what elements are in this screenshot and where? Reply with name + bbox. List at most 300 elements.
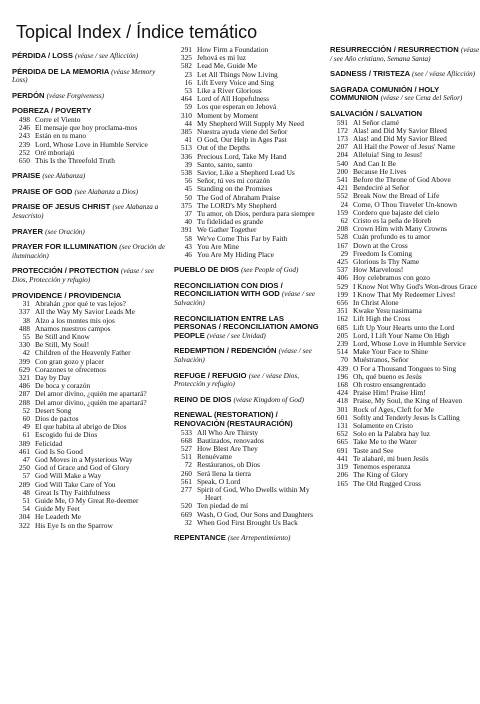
hymn-number: 418 <box>336 396 348 406</box>
hymn-number: 691 <box>336 445 348 455</box>
hymn-title: Freedom Is Coming <box>353 248 413 258</box>
topic-heading-text: RECONCILIATION CON DIOS / RECONCILIATION WITH GOD <box>174 280 283 299</box>
hymn-title: God Will Make a Way <box>35 471 102 481</box>
hymn-title: Te alabaré, mi buen Jesús <box>353 453 429 463</box>
hymn-number: 39 <box>184 159 192 169</box>
hymn-number: 336 <box>180 151 192 161</box>
hymn-number: 439 <box>336 363 348 373</box>
hymn-number: 208 <box>336 224 348 234</box>
topic-heading-text: RECONCILIATION ENTRE LAS PERSONAS / RECONCILIATION AMONG PEOPLE <box>174 313 319 340</box>
topic-heading-text: PÉRDIDA DE LA MEMORIA <box>12 66 110 76</box>
topic-cross-reference: (véase Memory Loss) <box>12 67 156 85</box>
hymn-number: 656 <box>336 298 348 308</box>
hymn-title: Ten piedad de mí <box>197 501 248 511</box>
hymn-title: Jehová es mi luz <box>197 53 247 63</box>
hymn-number: 29 <box>340 248 348 258</box>
hymn-number: 42 <box>22 348 30 358</box>
topic-heading-text: PRAISE OF JESUS CHRIST <box>12 202 111 212</box>
topic-heading <box>174 534 324 543</box>
hymn-number: 591 <box>336 117 348 127</box>
topic-heading-text: REPENTANCE <box>174 533 226 543</box>
topic-heading <box>174 266 324 275</box>
hymn-number: 50 <box>184 192 192 202</box>
topic-heading-text: PROVIDENCE / PROVIDENCIA <box>12 290 122 300</box>
hymn-number: 196 <box>336 371 348 381</box>
hymn-title: Al Señor clamé <box>353 117 399 127</box>
topic-heading-text: PUEBLO DE DIOS <box>174 265 239 275</box>
topic-heading <box>12 243 168 260</box>
hymn-number: 304 <box>18 512 30 522</box>
hymn-number: 199 <box>336 289 348 299</box>
hymn-title: Down at the Cross <box>353 240 408 250</box>
hymn-number: 652 <box>336 429 348 439</box>
hymn-title: Bendeciré al Señor <box>353 183 410 193</box>
topic-cross-reference: (véase / see Salvación) <box>174 347 312 365</box>
hymn-number: 668 <box>180 435 192 445</box>
hymn-title: Renuévame <box>197 452 232 462</box>
hymn-number: 513 <box>180 143 192 153</box>
hymn-number: 461 <box>18 446 30 456</box>
hymn-title: The Old Rugged Cross <box>353 478 421 488</box>
hymn-number: 159 <box>336 207 348 217</box>
hymn-number: 168 <box>336 380 348 390</box>
hymn-title: You Are My Hiding Place <box>197 250 274 260</box>
topic-cross-reference: (véase / see Aflicción) <box>75 52 139 60</box>
hymn-title: Del amor divino, ¿quién me apartará? <box>35 389 147 399</box>
hymn-title: Alas! and Did My Savior Bleed <box>353 133 447 143</box>
topic-heading-text: RENEWAL (RESTORATION) / RENOVACIÓN (RESTAURACIÓN) <box>174 410 293 428</box>
hymn-title: Moment by Moment <box>197 110 259 120</box>
hymn-number: 239 <box>18 139 30 149</box>
topic-cross-reference: (see / véase Dios, Protección y refugio) <box>174 371 299 389</box>
hymn-title: Crown Him with Many Crowns <box>353 224 448 234</box>
hymn-title: Dios de pactos <box>35 413 79 423</box>
hymn-number: 538 <box>180 168 192 178</box>
hymn-number: 375 <box>180 200 192 210</box>
hymn-number: 165 <box>336 478 348 488</box>
hymn-number: 260 <box>180 468 192 478</box>
hymn-number: 425 <box>336 257 348 267</box>
hymn-title: Corre el Viento <box>35 114 81 124</box>
topic-heading <box>174 372 324 389</box>
hymn-number: 243 <box>18 131 30 141</box>
hymn-number: 351 <box>336 306 348 316</box>
hymn-title: Savior, Like a Shepherd Lead Us <box>197 168 295 178</box>
hymn-number: 46 <box>184 250 192 260</box>
hymn-title: Before the Throne of God Above <box>353 174 451 184</box>
hymn-number: 206 <box>336 470 348 480</box>
hymn-number: 58 <box>184 233 192 243</box>
hymn-title: Están en tu mano <box>35 131 87 141</box>
hymn-number: 520 <box>180 501 192 511</box>
hymn-title: How Firm a Foundation <box>197 45 269 54</box>
topic-cross-reference: (véase / see Cena del Señor) <box>380 94 463 103</box>
hymn-title: All Hail the Power of Jesus' Name <box>353 142 455 152</box>
hymn-number: 289 <box>18 479 30 489</box>
hymn-number: 31 <box>22 299 30 309</box>
hymn-title: Desert Song <box>35 405 72 415</box>
index-entry <box>12 522 168 530</box>
hymn-number: 49 <box>22 422 30 432</box>
hymn-number: 310 <box>180 110 192 120</box>
hymn-title: Del amor divino, ¿quién me apartará? <box>35 397 147 407</box>
hymn-number: 43 <box>184 241 192 251</box>
hymn-title: Alzo a los montes mis ojos <box>35 315 115 325</box>
hymn-title: Solo en la Palabra hay luz <box>353 429 430 439</box>
topic-heading <box>12 228 168 237</box>
hymn-title: The LORD's My Shepherd <box>197 200 277 210</box>
hymn-number: 389 <box>18 438 30 448</box>
hymn-number: 48 <box>22 487 30 497</box>
topic-cross-reference: (véase / see Unidad) <box>206 331 266 340</box>
hymn-number: 601 <box>336 412 348 422</box>
hymn-title: El mensaje que hoy proclama-mos <box>35 123 138 133</box>
hymn-number: 52 <box>22 405 30 415</box>
hymn-number: 406 <box>336 273 348 283</box>
hymn-number: 252 <box>18 147 30 157</box>
topic-cross-reference: (see Alabanza) <box>42 172 86 181</box>
topic-cross-reference: (véase Kingdom of God) <box>233 395 304 404</box>
hymn-title: God Moves in a Mysterious Way <box>35 454 133 464</box>
topic-heading-text: REINO DE DIOS <box>174 394 232 404</box>
hymn-number: 685 <box>336 322 348 332</box>
index-entry <box>330 480 480 488</box>
hymn-number: 486 <box>18 381 30 391</box>
hymn-number: 47 <box>22 454 30 464</box>
hymn-number: 54 <box>22 504 30 514</box>
topic-cross-reference: (véase Forgiveness) <box>46 91 105 100</box>
topic-heading-text: PRAYER <box>12 226 43 236</box>
hymn-title: You Are Mine <box>197 241 239 251</box>
topic-cross-reference: (see Oración de iluminación) <box>12 243 166 260</box>
hymn-number: 514 <box>336 347 348 357</box>
hymn-title: Children of the Heavenly Father <box>35 348 131 358</box>
hymn-number: 288 <box>18 397 30 407</box>
hymn-title: Muéstranos, Señor <box>353 355 409 365</box>
hymn-number: 200 <box>336 166 348 176</box>
topic-heading-text: REFUGE / REFUGIO <box>174 370 247 380</box>
topic-heading-text: REDEMPTION / REDENCIÓN <box>174 346 277 356</box>
topic-heading <box>330 70 480 79</box>
hymn-number: 131 <box>336 421 348 431</box>
hymn-title: Spirit of God, Who Dwells within My Heart <box>197 485 310 503</box>
hymn-number: 204 <box>336 150 348 160</box>
hymn-title: Come, O Thou Traveler Un-known <box>353 199 457 209</box>
hymn-title: De boca y corazón <box>35 381 91 391</box>
topic-heading <box>330 86 480 103</box>
hymn-title: Precious Lord, Take My Hand <box>197 151 287 161</box>
hymn-title: Out of the Depths <box>197 143 250 153</box>
hymn-number: 528 <box>336 232 348 242</box>
index-entry <box>174 251 324 259</box>
topic-heading <box>174 396 324 405</box>
hymn-title: We've Come This Far by Faith <box>197 233 288 243</box>
hymn-number: 162 <box>336 314 348 324</box>
hymn-number: 38 <box>22 315 30 325</box>
hymn-title: Escogido fui de Dios <box>35 430 98 440</box>
topic-cross-reference: (véase / see Dios, Protección y refugio) <box>12 267 154 284</box>
hymn-title: Great Is Thy Faithfulness <box>35 487 111 497</box>
topic-cross-reference: (see / véase Aflicción) <box>412 70 476 79</box>
topic-heading-text: PRAISE OF GOD <box>12 186 73 196</box>
hymn-title: Day by Day <box>35 372 71 382</box>
hymn-title: Standing on the Promises <box>197 184 273 194</box>
topic-heading-text: PERDÓN <box>12 90 45 100</box>
hymn-number: 582 <box>180 61 192 71</box>
hymn-number: 287 <box>18 389 30 399</box>
hymn-number: 40 <box>184 217 192 227</box>
hymn-number: 337 <box>18 307 30 317</box>
hymn-number: 301 <box>336 404 348 414</box>
hymn-title: Los que esperan en Jehová <box>197 102 277 112</box>
hymn-title: O God, Our Help in Ages Past <box>197 135 287 145</box>
hymn-title: Be Still, My Soul! <box>35 340 90 350</box>
hymn-title: Lord, I Lift Your Name On High <box>353 330 450 340</box>
index-column-3 <box>330 46 480 488</box>
page-title: Topical Index / Índice temático <box>16 22 258 42</box>
hymn-number: 51 <box>22 496 30 505</box>
topic-heading <box>174 411 324 428</box>
hymn-title: Praise Him! Praise Him! <box>353 388 426 398</box>
hymn-number: 537 <box>336 265 348 275</box>
hymn-number: 391 <box>180 225 192 235</box>
hymn-number: 41 <box>184 135 192 145</box>
hymn-title: Softly and Tenderly Jesus Is Calling <box>353 412 460 422</box>
hymn-number: 59 <box>184 102 192 112</box>
index-entry <box>174 486 324 502</box>
hymn-number: 207 <box>336 142 348 152</box>
hymn-title: Glorious Is Thy Name <box>353 257 420 267</box>
hymn-title: Lord, Whose Love in Humble Service <box>35 139 148 149</box>
hymn-number: 441 <box>336 453 348 463</box>
hymn-title: He Leadeth Me <box>35 512 81 522</box>
hymn-number: 330 <box>18 340 30 350</box>
hymn-number: 529 <box>336 281 348 291</box>
topic-heading-text: PÉRDIDA / LOSS <box>12 51 73 60</box>
topic-heading <box>12 52 168 61</box>
hymn-title: Cordero que bajaste del cielo <box>353 207 440 217</box>
hymn-title: Lift High the Cross <box>353 314 411 324</box>
hymn-title: Make Your Face to Shine <box>353 347 428 357</box>
index-entry <box>12 157 168 165</box>
hymn-title: God Is So Good <box>35 446 83 456</box>
hymn-number: 53 <box>184 86 192 96</box>
hymn-number: 57 <box>22 471 30 481</box>
hymn-number: 23 <box>184 69 192 79</box>
hymn-number: 172 <box>336 125 348 135</box>
hymn-title: Like a River Glorious <box>197 86 262 96</box>
topic-cross-reference: (véase / see Salvación) <box>174 290 315 308</box>
hymn-number: 24 <box>340 199 348 209</box>
hymn-number: 464 <box>180 94 192 104</box>
hymn-number: 16 <box>184 77 192 87</box>
hymn-number: 246 <box>18 123 30 133</box>
hymn-title: Tu fidelidad es grande <box>197 217 264 227</box>
topic-heading-text: PROTECCIÓN / PROTECTION <box>12 266 119 276</box>
hymn-title: Guide My Feet <box>35 504 80 514</box>
hymn-title: This Is the Threefold Truth <box>35 155 115 165</box>
hymn-title: Be Still and Know <box>35 331 90 341</box>
hymn-number: 32 <box>184 517 192 527</box>
hymn-number: 277 <box>180 485 192 495</box>
topic-cross-reference: (see People of God) <box>241 266 299 275</box>
hymn-title: Lift Every Voice and Sing <box>197 77 274 87</box>
hymn-title: Cristo es la peña de Horeb <box>353 216 432 225</box>
hymn-number: 561 <box>180 476 192 486</box>
hymn-title: Cuán profundo es tu amor <box>353 232 431 242</box>
hymn-number: 527 <box>180 444 192 453</box>
index-column-1 <box>12 52 168 530</box>
topic-heading <box>12 92 168 101</box>
hymn-title: Oré mboriajú <box>35 147 75 157</box>
hymn-title: We Gather Together <box>197 225 257 235</box>
hymn-title: Speak, O Lord <box>197 476 241 486</box>
hymn-number: 488 <box>18 323 30 333</box>
topic-heading <box>330 46 480 63</box>
topic-cross-reference: (see Oración) <box>45 227 85 236</box>
hymn-title: Let All Things Now Living <box>197 69 278 79</box>
hymn-title: Señor, tú ves mi corazón <box>197 176 270 186</box>
topic-heading-text: SALVACIÓN / SALVATION <box>330 108 423 118</box>
topic-heading <box>174 347 324 364</box>
topic-heading <box>12 203 168 220</box>
hymn-title: All Who Are Thirsty <box>197 427 259 437</box>
hymn-title: Guide Me, O My Great Re-deemer <box>35 496 139 505</box>
hymn-title: Solamente en Cristo <box>353 421 413 431</box>
hymn-title: Oh, qué bueno es Jesús <box>353 371 422 381</box>
hymn-title: O For a Thousand Tongues to Sing <box>353 363 457 373</box>
hymn-title: The King of Glory <box>353 470 409 480</box>
hymn-number: 629 <box>18 364 30 374</box>
topic-cross-reference: (see Arrepentimiento) <box>227 534 291 543</box>
hymn-number: 60 <box>22 413 30 423</box>
topic-cross-reference: (see Alabanza a Dios) <box>74 187 139 196</box>
hymn-title: Rock of Ages, Cleft for Me <box>353 404 434 414</box>
hymn-number: 533 <box>180 427 192 437</box>
hymn-title: Taste and See <box>353 445 394 455</box>
hymn-title: I Know That My Redeemer Lives! <box>353 289 456 299</box>
hymn-number: 552 <box>336 191 348 201</box>
hymn-title: Lead Me, Guide Me <box>197 61 257 71</box>
hymn-number: 205 <box>336 330 348 340</box>
hymn-number: 72 <box>184 460 192 470</box>
hymn-title: El que habita al abrigo de Dios <box>35 422 127 432</box>
hymn-title: Take Me to the Water <box>353 437 417 447</box>
index-entry <box>174 519 324 527</box>
hymn-title: Oh rostro ensangrentado <box>353 380 426 390</box>
hymn-title: How Blest Are They <box>197 444 258 453</box>
hymn-title: Restáuranos, oh Dios <box>197 460 261 470</box>
topic-heading <box>12 172 168 181</box>
hymn-title: Será llena la tierra <box>197 468 251 478</box>
hymn-number: 167 <box>336 240 348 250</box>
hymn-title: When God First Brought Us Back <box>197 517 298 527</box>
hymn-title: Lord of All Hopefulness <box>197 94 270 104</box>
hymn-title: Lift Up Your Hearts unto the Lord <box>353 322 455 332</box>
topic-cross-reference: (see Alabanza a Jesucristo) <box>12 203 159 220</box>
hymn-number: 665 <box>336 437 348 447</box>
hymn-title: Felicidad <box>35 438 63 448</box>
hymn-number: 421 <box>336 183 348 193</box>
hymn-title: Santo, santo, santo <box>197 159 253 169</box>
hymn-number: 239 <box>336 339 348 349</box>
hymn-title: Nuestra ayuda viene del Señor <box>197 127 288 137</box>
hymn-title: Anamos nuestros campos <box>35 323 111 333</box>
hymn-title: In Christ Alone <box>353 298 399 308</box>
hymn-title: The God of Abraham Praise <box>197 192 280 202</box>
hymn-title: How Marvelous! <box>353 265 404 275</box>
hymn-number: 62 <box>340 216 348 225</box>
hymn-number: 55 <box>22 331 30 341</box>
hymn-title: And Can It Be <box>353 158 396 168</box>
hymn-title: His Eye Is on the Sparrow <box>35 520 113 530</box>
hymn-title: Alas! and Did My Savior Bleed <box>353 125 447 135</box>
topic-heading <box>174 282 324 308</box>
hymn-number: 424 <box>336 388 348 398</box>
hymn-number: 321 <box>18 372 30 382</box>
hymn-title: Con gran gozo y placer <box>35 356 104 366</box>
hymn-title: All the Way My Savior Leads Me <box>35 307 135 317</box>
hymn-title: Because He Lives <box>353 166 407 176</box>
hymn-title: I Know Not Why God's Won-drous Grace <box>353 281 478 291</box>
hymn-number: 37 <box>184 209 192 219</box>
hymn-number: 511 <box>181 452 192 462</box>
topic-heading-text: PRAISE <box>12 171 41 181</box>
hymn-number: 498 <box>18 114 30 124</box>
hymn-number: 540 <box>336 158 348 168</box>
topic-heading <box>174 315 324 341</box>
topic-heading <box>12 267 168 284</box>
hymn-number: 250 <box>18 463 30 473</box>
hymn-title: Wash, O God, Our Sons and Daughters <box>197 509 313 519</box>
topic-heading-text: POBREZA / POVERTY <box>12 106 92 116</box>
hymn-number: 61 <box>22 430 30 440</box>
hymn-title: Alleluia! Sing to Jesus! <box>353 150 423 160</box>
topic-cross-reference: (véase / see Año cristiano, Semana Santa) <box>330 46 480 63</box>
hymn-title: Tenemos esperanza <box>353 462 411 472</box>
topic-heading <box>12 68 168 85</box>
hymn-title: Praise, My Soul, the King of Heaven <box>353 396 463 406</box>
hymn-number: 541 <box>336 174 348 184</box>
hymn-number: 650 <box>18 155 30 165</box>
hymn-number: 56 <box>184 176 192 186</box>
hymn-number: 385 <box>180 127 192 137</box>
hymn-title: Break Now the Bread of Life <box>353 191 440 201</box>
hymn-title: My Shepherd Will Supply My Need <box>197 118 304 128</box>
hymn-number: 319 <box>336 462 348 472</box>
hymn-number: 322 <box>18 520 30 530</box>
hymn-number: 44 <box>184 118 192 128</box>
hymn-number: 45 <box>184 184 192 194</box>
hymn-number: 70 <box>340 355 348 365</box>
index-column-2 <box>174 46 324 543</box>
hymn-number: 291 <box>180 45 192 54</box>
hymn-title: God of Grace and God of Glory <box>35 463 130 473</box>
hymn-number: 399 <box>18 356 30 366</box>
hymn-number: 173 <box>336 133 348 143</box>
topic-heading-text: SADNESS / TRISTEZA <box>330 69 410 79</box>
hymn-number: 325 <box>180 53 192 63</box>
hymn-title: Tu amor, oh Dios, perdura para siempre <box>197 209 315 219</box>
hymn-title: Lord, Whose Love in Humble Service <box>353 339 466 349</box>
hymn-title: God Will Take Care of You <box>35 479 116 489</box>
hymn-title: Abrahán ¿por qué te vas lejos? <box>35 299 126 309</box>
topic-heading-text: PRAYER FOR ILLUMINATION <box>12 242 118 252</box>
hymn-title: Corazones te ofrecemos <box>35 364 107 374</box>
topic-heading-text: SAGRADA COMUNIÓN / HOLY COMMUNION <box>330 84 439 103</box>
hymn-title: Hoy celebramos con gozo <box>353 273 430 283</box>
hymn-title: Bautizados, renovados <box>197 435 264 445</box>
